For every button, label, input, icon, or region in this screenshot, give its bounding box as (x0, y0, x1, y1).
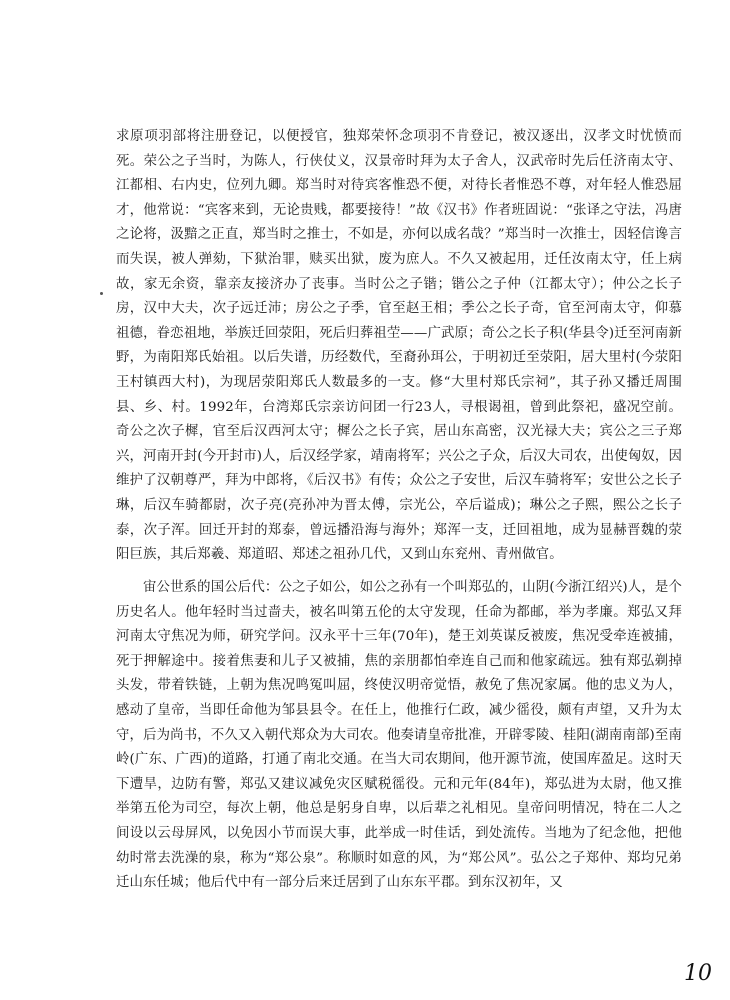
body-text-block-2 (116, 576, 682, 896)
body-text-block-1 (116, 125, 682, 568)
scan-speck (100, 292, 103, 295)
paragraph-continuation: 求原项羽部将注册登记，以便授官，独郑荣怀念项羽不肯登记，被汉逐出，汉孝文时忧愤而死。荣公之子当时，为陈人，行侠仗义，汉景帝时拜为太子舍人，汉武帝时先后任济南太守、江都相、右内史，位列九卿。郑当时对待宾客惟恐不便，对待长者惟恐不尊，对年轻人惟恐屈才，他常说：“宾客来到，无论贵贱，都要接待！”故《汉书》作者班固说：“张译之守法，冯唐之论将，汲黯之正直，郑当时之推士，不如是，亦何以成名哉？”郑当时一次推士，因轻信谗言而失误，被人弹劾，下狱治罪，赎买出狱，废为庶人。不久又被起用，迁任汝南太守，任上病故，家无余资，靠亲友接济办了丧事。当时公之子锴；锴公之子仲（江都太守）；仲公之长子房，汉中大夫，次子远迁沛；房公之子季，官至赵王相；季公之长子奇，官至河南太守，仰慕祖德，眷恋祖地，举族迁回荥阳，死后归葬祖茔——广武原；奇公之长子积(华县令)迁至河南新野，为南阳郑氏始祖。以后失谱，历经数代，至裔孙珥公，于明初迁至荥阳，居大里村(今荥阳王村镇西大村)，为现居荥阳郑氏人数最多的一支。修“大里村郑氏宗祠”，其子孙又播迁周围县、乡、村。1992年，台湾郑氏宗亲访问团一行23人，寻根谒祖，曾到此祭祀，盛况空前。奇公之次子樨，官至后汉西河太守；樨公之长子宾，居山东高密，汉光禄大夫；宾公之三子郑兴，河南开封(今开封市)人，后汉经学家，靖南将军；兴公之子众，后汉大司农，出使匈奴，因维护了汉朝尊严，拜为中郎将，《后汉书》有传；众公之子安世，后汉车骑将军；安世公之长子琳，后汉车骑都尉，次子亮(亮孙冲为晋太傅，宗光公，卒后谥成)；琳公之子熙，熙公之长子泰，次子浑。回迁开封的郑泰，曾远播沿海与海外；郑浑一支，迁回祖地，成为显赫晋魏的荥阳巨族，其后郑羲、郑道昭、郑述之祖孙几代，又到山东兖州、青州做官。 (116, 129, 682, 563)
paragraph-zhou-gong-lineage: 宙公世系的国公后代：公之子如公，如公之孙有一个叫郑弘的，山阴(今浙江绍兴)人，是个历史名人。他年轻时当过啬夫，被名叫第五伦的太守发现，任命为都邮，举为孝廉。郑弘又拜河南太守焦况为师，研究学问。汉永平十三年(70年)，楚王刘英谋反被废，焦况受牵连被捕，死于押解途中。接着焦妻和儿子又被捕，焦的亲朋都怕牵连自己而和他家疏远。独有郑弘剃掉头发，带着铁链，上朝为焦况鸣冤叫屈，终使汉明帝觉悟，赦免了焦况家属。他的忠义为人，感动了皇帝，当即任命他为邹县县令。在任上，他推行仁政，减少徭役，颇有声望，又升为太守，后为尚书，不久又入朝代郑众为大司农。他奏请皇帝批准，开辟零陵、桂阳(湖南南部)至南岭(广东、广西)的道路，打通了南北交通。在当大司农期间，他开源节流，使国库盈足。这时天下遭旱，边防有警，郑弘又建议减免灾区赋税徭役。元和元年(84年)，郑弘进为太尉，他又推举第五伦为司空，每次上朝，他总是躬身自卑，以后辈之礼相见。皇帝问明情况，特在二人之间设以云母屏风，以免因小节而误大事，此举成一时佳话，到处流传。当地为了纪念他，把他幼时常去洗澡的泉，称为“郑公泉”。称顺时如意的风，为“郑公风”。弘公之子郑仲、郑均兄弟迁山东任城；他后代中有一部分后来迁居到了山东东平郡。到东汉初年，又 (116, 580, 682, 891)
handwritten-page-number: 10 (684, 961, 712, 986)
